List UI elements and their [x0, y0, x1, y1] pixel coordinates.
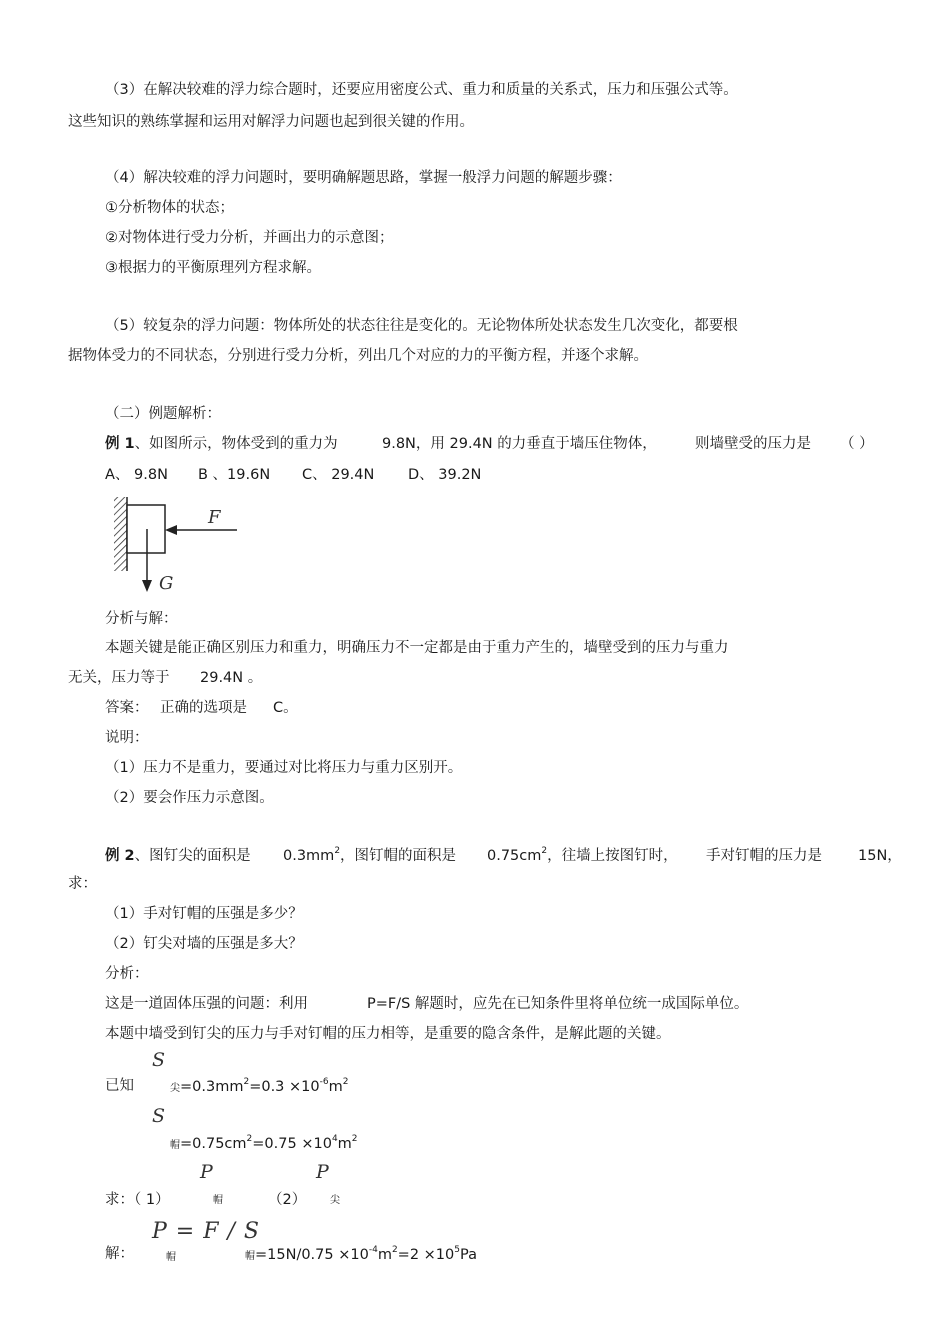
known-1-exp3: 2 — [342, 1077, 349, 1087]
ex2-analysis-line2: 本题中墙受到钉尖的压力与手对钉帽的压力相等，是重要的隐含条件，是解此题的关键。 — [105, 1026, 671, 1042]
ex2-question-part1 — [105, 846, 251, 866]
ex2-q-c: ，图钉帽的面积是 — [340, 848, 457, 864]
solve-exp2: 2 — [391, 1245, 398, 1255]
p4-step-2: ②对物体进行受力分析，并画出力的示意图； — [105, 230, 394, 246]
known-s-symbol-1: S — [152, 1049, 166, 1071]
force-f-label: F — [208, 507, 221, 528]
ex2-tip-value: 0.3mm — [283, 848, 335, 864]
force-f-arrowhead — [165, 525, 177, 535]
find-sub-tip: 尖 — [330, 1195, 340, 1206]
known-2-exp3: 2 — [351, 1134, 358, 1144]
ex1-q-b: 9.8N，用 29.4N 的力垂直于墙压住物体， — [382, 436, 657, 452]
known-label: 已知 — [105, 1078, 134, 1094]
p4-line1: （4）解决较难的浮力问题时，要明确解题思路，掌握一般浮力问题的解题步骤： — [105, 170, 622, 186]
ex1-answer-choice: C。 — [273, 700, 298, 716]
ex2-q-f: 手对钉帽的压力是 — [706, 848, 822, 864]
ex1-option-a: A、 9.8N — [105, 467, 168, 483]
wall-hatch — [114, 497, 127, 571]
ex2-q-line2: 求： — [68, 876, 97, 892]
ex1-analysis-line2b: 29.4N 。 — [200, 670, 263, 686]
solve-b: m — [377, 1247, 392, 1263]
force-g-arrowhead — [142, 580, 152, 592]
ex1-note-2: （2）要会作压力示意图。 — [105, 790, 274, 806]
p3-line1: （3）在解决较难的浮力综合题时，还要应用密度公式、重力和质量的关系式，压力和压强公式等。 — [105, 82, 738, 98]
ex1-q-a: 、如图所示，物体受到的重力为 — [134, 436, 338, 452]
ex2-q-a: 、图钉尖的面积是 — [134, 848, 251, 864]
known-sub-tip: 尖 — [170, 1083, 180, 1094]
solve-a: =15N/0.75 ×10 — [255, 1247, 369, 1263]
known-line-1 — [170, 1077, 348, 1099]
known-1-c: m — [328, 1079, 343, 1095]
ex1-q-c: 则墙壁受的压力是 — [695, 436, 811, 452]
ex2-q-g: 15N， — [858, 848, 902, 864]
ex2-tip-area — [283, 846, 456, 868]
ex1-analysis-line2a: 无关，压力等于 — [68, 670, 170, 686]
known-1-a: =0.3mm — [180, 1079, 244, 1095]
known-1-exp2: -6 — [319, 1077, 329, 1087]
ex2-cap-value: 0.75cm — [487, 848, 542, 864]
known-sub-cap: 帽 — [170, 1140, 180, 1151]
ex2-question-1: （1）手对钉帽的压强是多少？ — [105, 906, 303, 922]
known-2-exp2: 4 — [331, 1134, 338, 1144]
ex1-option-d: D、 39.2N — [408, 467, 482, 483]
ex2-analysis-line1b: P=F/S 解题时，应先在已知条件里将单位统一成国际单位。 — [367, 996, 749, 1012]
solve-sub-cap: 帽 — [245, 1251, 255, 1262]
solve-formula-sub-1: 帽 — [166, 1252, 176, 1263]
find-label: 求：（ 1） — [105, 1192, 170, 1208]
ex1-analysis-title: 分析与解： — [105, 611, 178, 627]
p4-step-1: ①分析物体的状态； — [105, 200, 234, 216]
ex1-answer-text: 正确的选项是 — [160, 700, 247, 716]
find-2: （2） — [268, 1192, 307, 1208]
solve-d: Pa — [460, 1247, 477, 1263]
solve-line — [245, 1245, 477, 1267]
solve-exp3: 5 — [454, 1245, 460, 1255]
ex1-answer-label: 答案： — [105, 700, 149, 716]
p5-line2: 据物体受力的不同状态，分别进行受力分析，列出几个对应的力的平衡方程，并逐个求解。 — [68, 348, 648, 364]
ex1-label: 例 1 — [105, 436, 135, 452]
known-s-symbol-2: S — [152, 1105, 166, 1127]
ex2-question-2: （2）钉尖对墙的压强是多大？ — [105, 936, 303, 952]
block — [127, 505, 165, 553]
ex1-q-paren: （ ） — [840, 436, 874, 452]
known-2-a: =0.75cm — [180, 1136, 247, 1152]
known-2-c: m — [337, 1136, 352, 1152]
ex2-cap-area — [487, 846, 678, 868]
known-line-2 — [170, 1134, 358, 1156]
ex1-note-title: 说明： — [105, 730, 149, 746]
ex1-option-c: C、 29.4N — [302, 467, 375, 483]
solve-exp: -4 — [368, 1245, 378, 1255]
ex2-analysis-line1a: 这是一道固体压强的问题：利用 — [105, 996, 308, 1012]
ex1-force-figure — [105, 495, 255, 600]
find-p-symbol-1: P — [200, 1161, 213, 1183]
p3-line2: 这些知识的熟练掌握和运用对解浮力问题也起到很关键的作用。 — [68, 114, 474, 130]
known-1-exp: 2 — [243, 1077, 250, 1087]
known-2-b: =0.75 ×10 — [252, 1136, 332, 1152]
known-2-exp: 2 — [246, 1134, 253, 1144]
force-g-label: G — [159, 573, 174, 594]
ex2-cap-exp: 2 — [541, 846, 548, 856]
solve-label: 解： — [105, 1246, 134, 1262]
ex1-question — [105, 434, 338, 454]
p5-line1: （5）较复杂的浮力问题：物体所处的状态往往是变化的。无论物体所处状态发生几次变化，都要根 — [105, 318, 738, 334]
solve-c: =2 ×10 — [397, 1247, 455, 1263]
solve-formula: P = F / S — [152, 1219, 260, 1244]
known-1-b: =0.3 ×10 — [249, 1079, 320, 1095]
ex2-tip-exp: 2 — [334, 846, 341, 856]
section-heading: （二）例题解析： — [105, 406, 221, 422]
ex2-label: 例 2 — [105, 848, 135, 864]
find-sub-cap: 帽 — [213, 1195, 223, 1206]
ex1-note-1: （1）压力不是重力，要通过对比将压力与重力区别开。 — [105, 760, 463, 776]
p4-step-3: ③根据力的平衡原理列方程求解。 — [105, 260, 321, 276]
ex2-analysis-title: 分析： — [105, 966, 149, 982]
ex2-q-e: ，往墙上按图钉时， — [547, 848, 678, 864]
ex1-option-b: B 、19.6N — [198, 467, 271, 483]
ex1-analysis-line1: 本题关键是能正确区别压力和重力，明确压力不一定都是由于重力产生的，墙壁受到的压力与重力 — [105, 640, 729, 656]
find-p-symbol-2: P — [316, 1161, 329, 1183]
